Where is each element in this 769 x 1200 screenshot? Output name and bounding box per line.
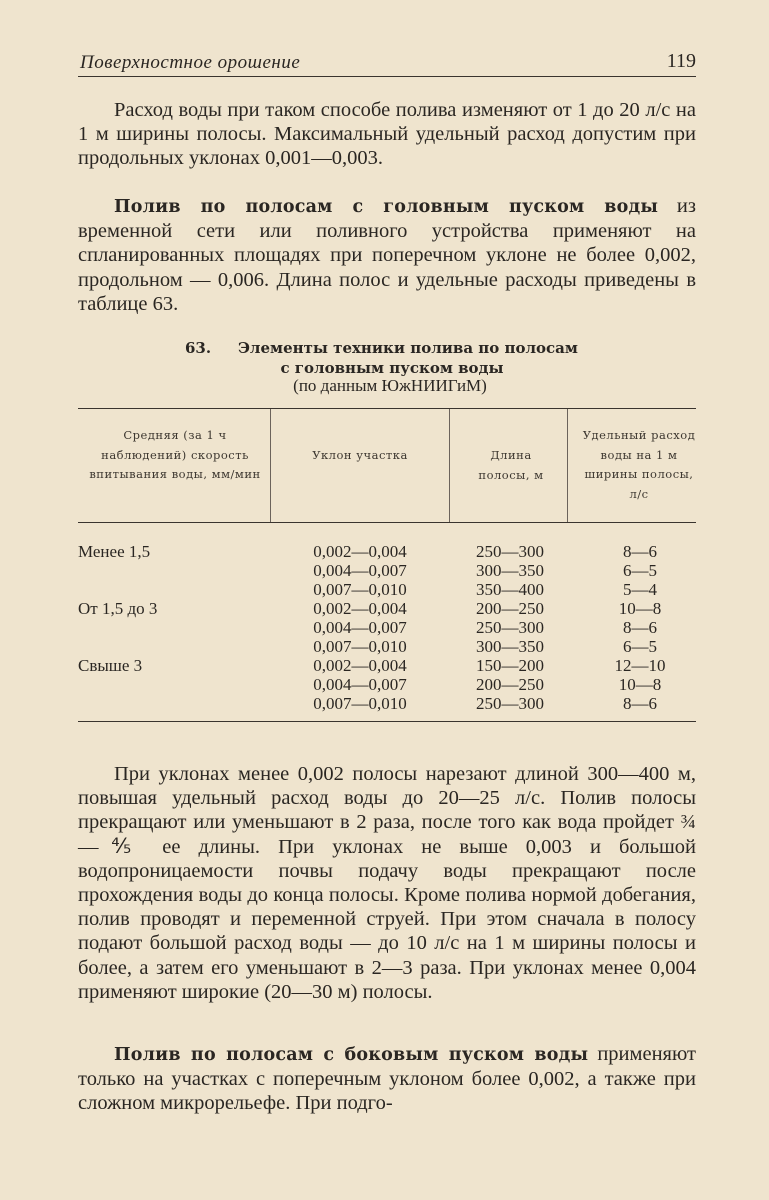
table-cell-slope: 0,004—0,007	[313, 675, 407, 694]
table-cell-slope: 0,007—0,010	[313, 580, 407, 599]
table-cell-slope: 0,004—0,007	[313, 561, 407, 580]
table-column-divider	[567, 409, 568, 522]
running-header	[78, 50, 696, 77]
table-cell-length: 300—350	[476, 561, 544, 580]
table-bottom-rule	[78, 721, 696, 722]
table-cell-slope: 0,002—0,004	[313, 542, 407, 561]
table-cell-slope: 0,007—0,010	[313, 694, 407, 713]
table-header-slope: Уклон участка	[312, 448, 408, 462]
table-caption-line-1: Элементы техники полива по полосам	[238, 339, 578, 357]
table-column-divider	[449, 409, 450, 522]
table-cell-flow: 8—6	[623, 618, 657, 637]
table-cell-flow: 6—5	[623, 637, 657, 656]
table-cell-flow: 6—5	[623, 561, 657, 580]
paragraph-4-text: применяют только на участках с поперечным уклоном более 0,002, а также при сложном микрорельефе. При подго-	[78, 1043, 696, 1115]
paragraph-4	[78, 1042, 696, 1116]
paragraph-2	[78, 194, 696, 316]
table-cell-flow: 5—4	[623, 580, 657, 599]
table-cell-slope: 0,007—0,010	[313, 637, 407, 656]
table-cell-length: 350—400	[476, 580, 544, 599]
paragraph-3: При уклонах менее 0,002 полосы нарезают длиной 300—400 м, повышая удельный расход воды до 20—25 л/с. Полив полосы прекращают или уменьшают в 2 раза, после того как вода пройдет ¾—⅘ ее длины. При уклонах не выше 0,003 и большой водопроницаемости почвы подачу воды прекращают после прохождения воды до конца полосы. Кроме полива нормой добегания, полив проводят и переменной струей. При этом сначала в полосу подают большой расход воды — до 10 л/с на 1 м ширины полосы и более, а затем его уменьшают в 2—3 раза. При уклонах менее 0,004 применяют широкие (20—30 м) полосы.	[78, 763, 696, 1003]
table-header-infiltration: Средняя (за 1 ч наблюдений) скорость впитывания воды, мм/мин	[89, 428, 261, 481]
table-caption-line-3: (по данным ЮжНИИГиМ)	[293, 376, 487, 395]
paragraph-2-text: из временной сети или поливного устройства применяют на спланированных площадях при поперечном уклоне не более 0,002, продольном — 0,006. Длина полос и удельные расходы приведены в таблице 63.	[78, 195, 696, 315]
table-cell-flow: 12—10	[614, 656, 666, 675]
table-column-divider	[270, 409, 271, 522]
table-group-label: Свыше 3	[78, 656, 143, 675]
table-cell-length: 200—250	[476, 675, 544, 694]
table-cell-length: 300—350	[476, 637, 544, 656]
paragraph-4-lead: Полив по полосам с боковым пуском воды	[114, 1045, 589, 1065]
table-cell-slope: 0,002—0,004	[313, 599, 407, 618]
table-cell-length: 200—250	[476, 599, 544, 618]
table-cell-length: 250—300	[476, 694, 544, 713]
table-header-length: Длина полосы, м	[478, 448, 544, 482]
table-group-label: Менее 1,5	[78, 542, 151, 561]
table-number: 63.	[185, 339, 212, 357]
table-cell-length: 250—300	[476, 618, 544, 637]
table-top-rule	[78, 408, 696, 409]
paragraph-1: Расход воды при таком способе полива изменяют от 1 до 20 л/с на 1 м ширины полосы. Максимальный удельный расход допустим при продольных уклонах 0,001—0,003.	[78, 99, 696, 170]
table-caption-line-2: с головным пуском воды	[280, 359, 504, 377]
table-cell-slope: 0,002—0,004	[313, 656, 407, 675]
table-cell-flow: 8—6	[623, 694, 657, 713]
paragraph-2-lead: Полив по полосам с головным пуском воды	[114, 197, 659, 217]
table-cell-flow: 8—6	[623, 542, 657, 561]
page-number: 119	[666, 50, 696, 72]
table-cell-flow: 10—8	[618, 599, 662, 618]
table-header-flow: Удельный расход воды на 1 м ширины полосы, л/с	[582, 428, 696, 501]
table-header-rule	[78, 522, 696, 523]
table-cell-length: 250—300	[476, 542, 544, 561]
table-group-label: От 1,5 до 3	[78, 599, 158, 618]
table-cell-slope: 0,004—0,007	[313, 618, 407, 637]
table-cell-length: 150—200	[476, 656, 544, 675]
running-title: Поверхностное орошение	[80, 52, 301, 73]
table-cell-flow: 10—8	[618, 675, 662, 694]
